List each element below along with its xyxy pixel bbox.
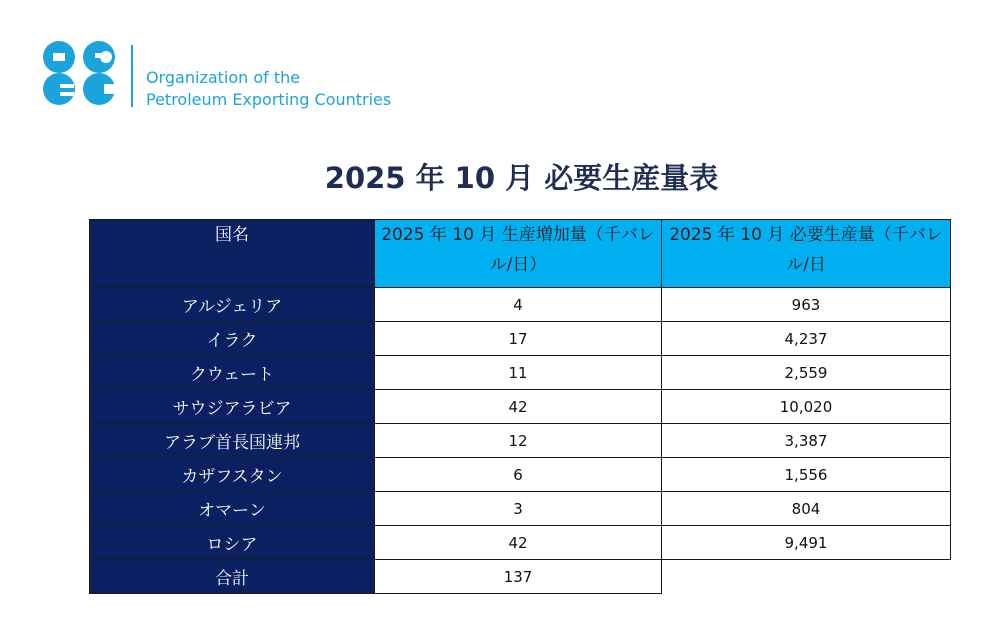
required-cell: 3,387: [662, 424, 951, 458]
increase-cell: 4: [375, 288, 662, 322]
country-cell: オマーン: [90, 492, 375, 526]
table-row: [90, 458, 951, 492]
table-row: [90, 356, 951, 390]
required-cell: 4,237: [662, 322, 951, 356]
required-cell: 804: [662, 492, 951, 526]
table-header-row: [90, 220, 951, 288]
required-cell: 1,556: [662, 458, 951, 492]
table-row: [90, 492, 951, 526]
increase-cell: 42: [375, 390, 662, 424]
table-row: [90, 390, 951, 424]
required-cell: 10,020: [662, 390, 951, 424]
increase-cell: 42: [375, 526, 662, 560]
required-cell: 963: [662, 288, 951, 322]
country-cell: サウジアラビア: [90, 390, 375, 424]
increase-cell: 6: [375, 458, 662, 492]
empty-cell: [662, 560, 951, 594]
total-increase: 137: [375, 560, 662, 594]
page-title: 2025 年 10 月 必要生産量表: [324, 161, 719, 195]
logo-line-1: Organization of the: [146, 68, 301, 87]
logo-divider: [131, 45, 133, 107]
total-label: 合計: [90, 560, 375, 594]
country-cell: クウェート: [90, 356, 375, 390]
increase-cell: 3: [375, 492, 662, 526]
production-table: [89, 219, 951, 594]
total-row: [90, 560, 951, 594]
opec-logo: [40, 40, 420, 115]
header-country: 国名: [90, 220, 375, 288]
country-cell: カザフスタン: [90, 458, 375, 492]
header-required: 2025 年 10 月 必要生産量（千バレル/日: [662, 220, 951, 288]
increase-cell: 11: [375, 356, 662, 390]
increase-cell: 12: [375, 424, 662, 458]
table-row: [90, 526, 951, 560]
required-cell: 2,559: [662, 356, 951, 390]
country-cell: ロシア: [90, 526, 375, 560]
table-row: [90, 288, 951, 322]
country-cell: アルジェリア: [90, 288, 375, 322]
country-cell: アラブ首長国連邦: [90, 424, 375, 458]
logo-text: [146, 67, 391, 111]
logo-line-2: Petroleum Exporting Countries: [146, 90, 392, 109]
country-cell: イラク: [90, 322, 375, 356]
table-row: [90, 424, 951, 458]
opec-emblem-icon: [40, 40, 122, 106]
header-increase: 2025 年 10 月 生産増加量（千バレル/日）: [375, 220, 662, 288]
required-cell: 9,491: [662, 526, 951, 560]
table-row: [90, 322, 951, 356]
increase-cell: 17: [375, 322, 662, 356]
